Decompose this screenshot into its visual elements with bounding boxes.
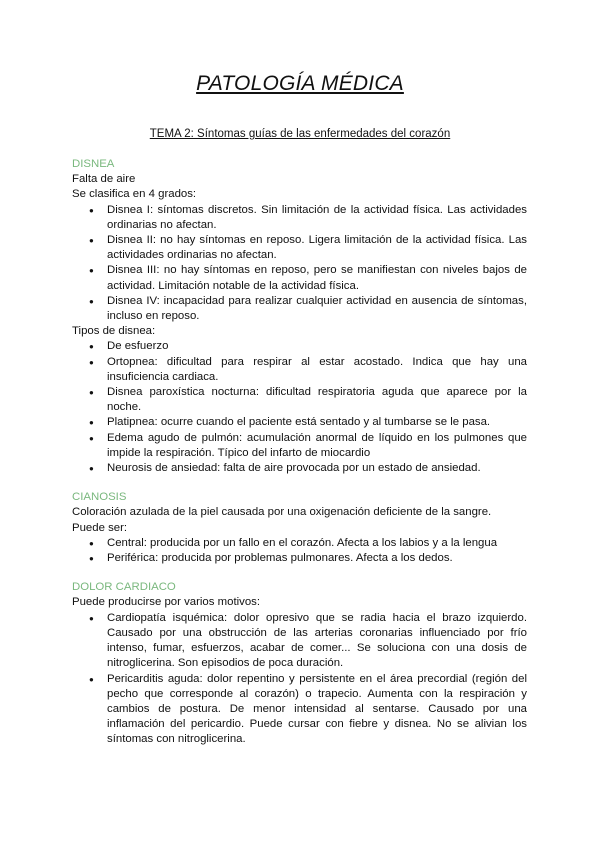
list-item: ● Disnea II: no hay síntomas en reposo. Ligera limitación de la actividad física. Las actividades ordinarias no afectan. [72, 233, 527, 263]
list-item: ● Disnea I: síntomas discretos. Sin limitación de la actividad física. Las actividades ordinarias no afectan. [72, 203, 527, 233]
grados-list [72, 203, 527, 325]
section-heading-cianosis: CIANOSIS [72, 491, 127, 504]
tipos-list [72, 339, 527, 476]
list-item: ● Disnea paroxística nocturna: dificultad respiratoria aguda que aparece por la noche. [72, 385, 527, 415]
paragraph: Puede ser: [72, 521, 128, 534]
list-item: ● Neurosis de ansiedad: falta de aire provocada por un estado de ansiedad. [72, 461, 527, 476]
dolor-list [72, 611, 527, 748]
section-heading-dolor-cardiaco: DOLOR CARDIACO [72, 581, 176, 594]
cianosis-list [72, 536, 527, 566]
list-item: ● Platipnea: ocurre cuando el paciente está sentado y al tumbarse se le pasa. [72, 415, 527, 430]
document-subtitle: TEMA 2: Síntomas guías de las enfermedades del corazón [149, 128, 451, 140]
list-item: ● Ortopnea: dificultad para respirar al estar acostado. Indica que hay una insuficiencia cardiaca. [72, 355, 527, 385]
document-title: PATOLOGÍA MÉDICA [196, 72, 404, 95]
list-item: ● Pericarditis aguda: dolor repentino y persistente en el área precordial (región del pecho que corresponde al corazón) o trapecio. Aumenta con la respiración y cambios de postura. De menor intensidad al sentarse. Causado por una inflamación del pericardio. Puede cursar con fiebre y disnea. No se alivian los síntomas con nitroglicerina. [72, 672, 527, 748]
list-item: ● Disnea IV: incapacidad para realizar cualquier actividad en ausencia de síntomas, incluso en reposo. [72, 294, 527, 324]
paragraph: Tipos de disnea: [72, 325, 156, 338]
document-body [72, 157, 527, 748]
list-item: ● Edema agudo de pulmón: acumulación anormal de líquido en los pulmones que impide la respiración. Típico del infarto de miocardio [72, 431, 527, 461]
paragraph: Coloración azulada de la piel causada por una oxigenación deficiente de la sangre. [72, 506, 492, 519]
list-item: ● Cardiopatía isquémica: dolor opresivo que se radia hacia el brazo izquierdo. Causado por una obstrucción de las arterias coronarias influenciado por frío intenso, fumar, esfuerzos, acabar de comer... Se soluciona con una dosis de nitroglicerina. Son episodios de poca duración. [72, 611, 527, 672]
list-item: ● Central: producida por un fallo en el corazón. Afecta a los labios y a la lengua [72, 536, 527, 551]
section-heading-disnea: DISNEA [72, 158, 115, 170]
list-item: ● De esfuerzo [72, 339, 527, 354]
paragraph: Se clasifica en 4 grados: [72, 188, 197, 201]
list-item: ● Disnea III: no hay síntomas en reposo, pero se manifiestan con niveles bajos de actividad. Limitación notable de la actividad física. [72, 263, 527, 293]
paragraph: Puede producirse por varios motivos: [72, 596, 261, 609]
list-item: ● Periférica: producida por problemas pulmonares. Afecta a los dedos. [72, 551, 527, 566]
paragraph: Falta de aire [72, 173, 136, 186]
